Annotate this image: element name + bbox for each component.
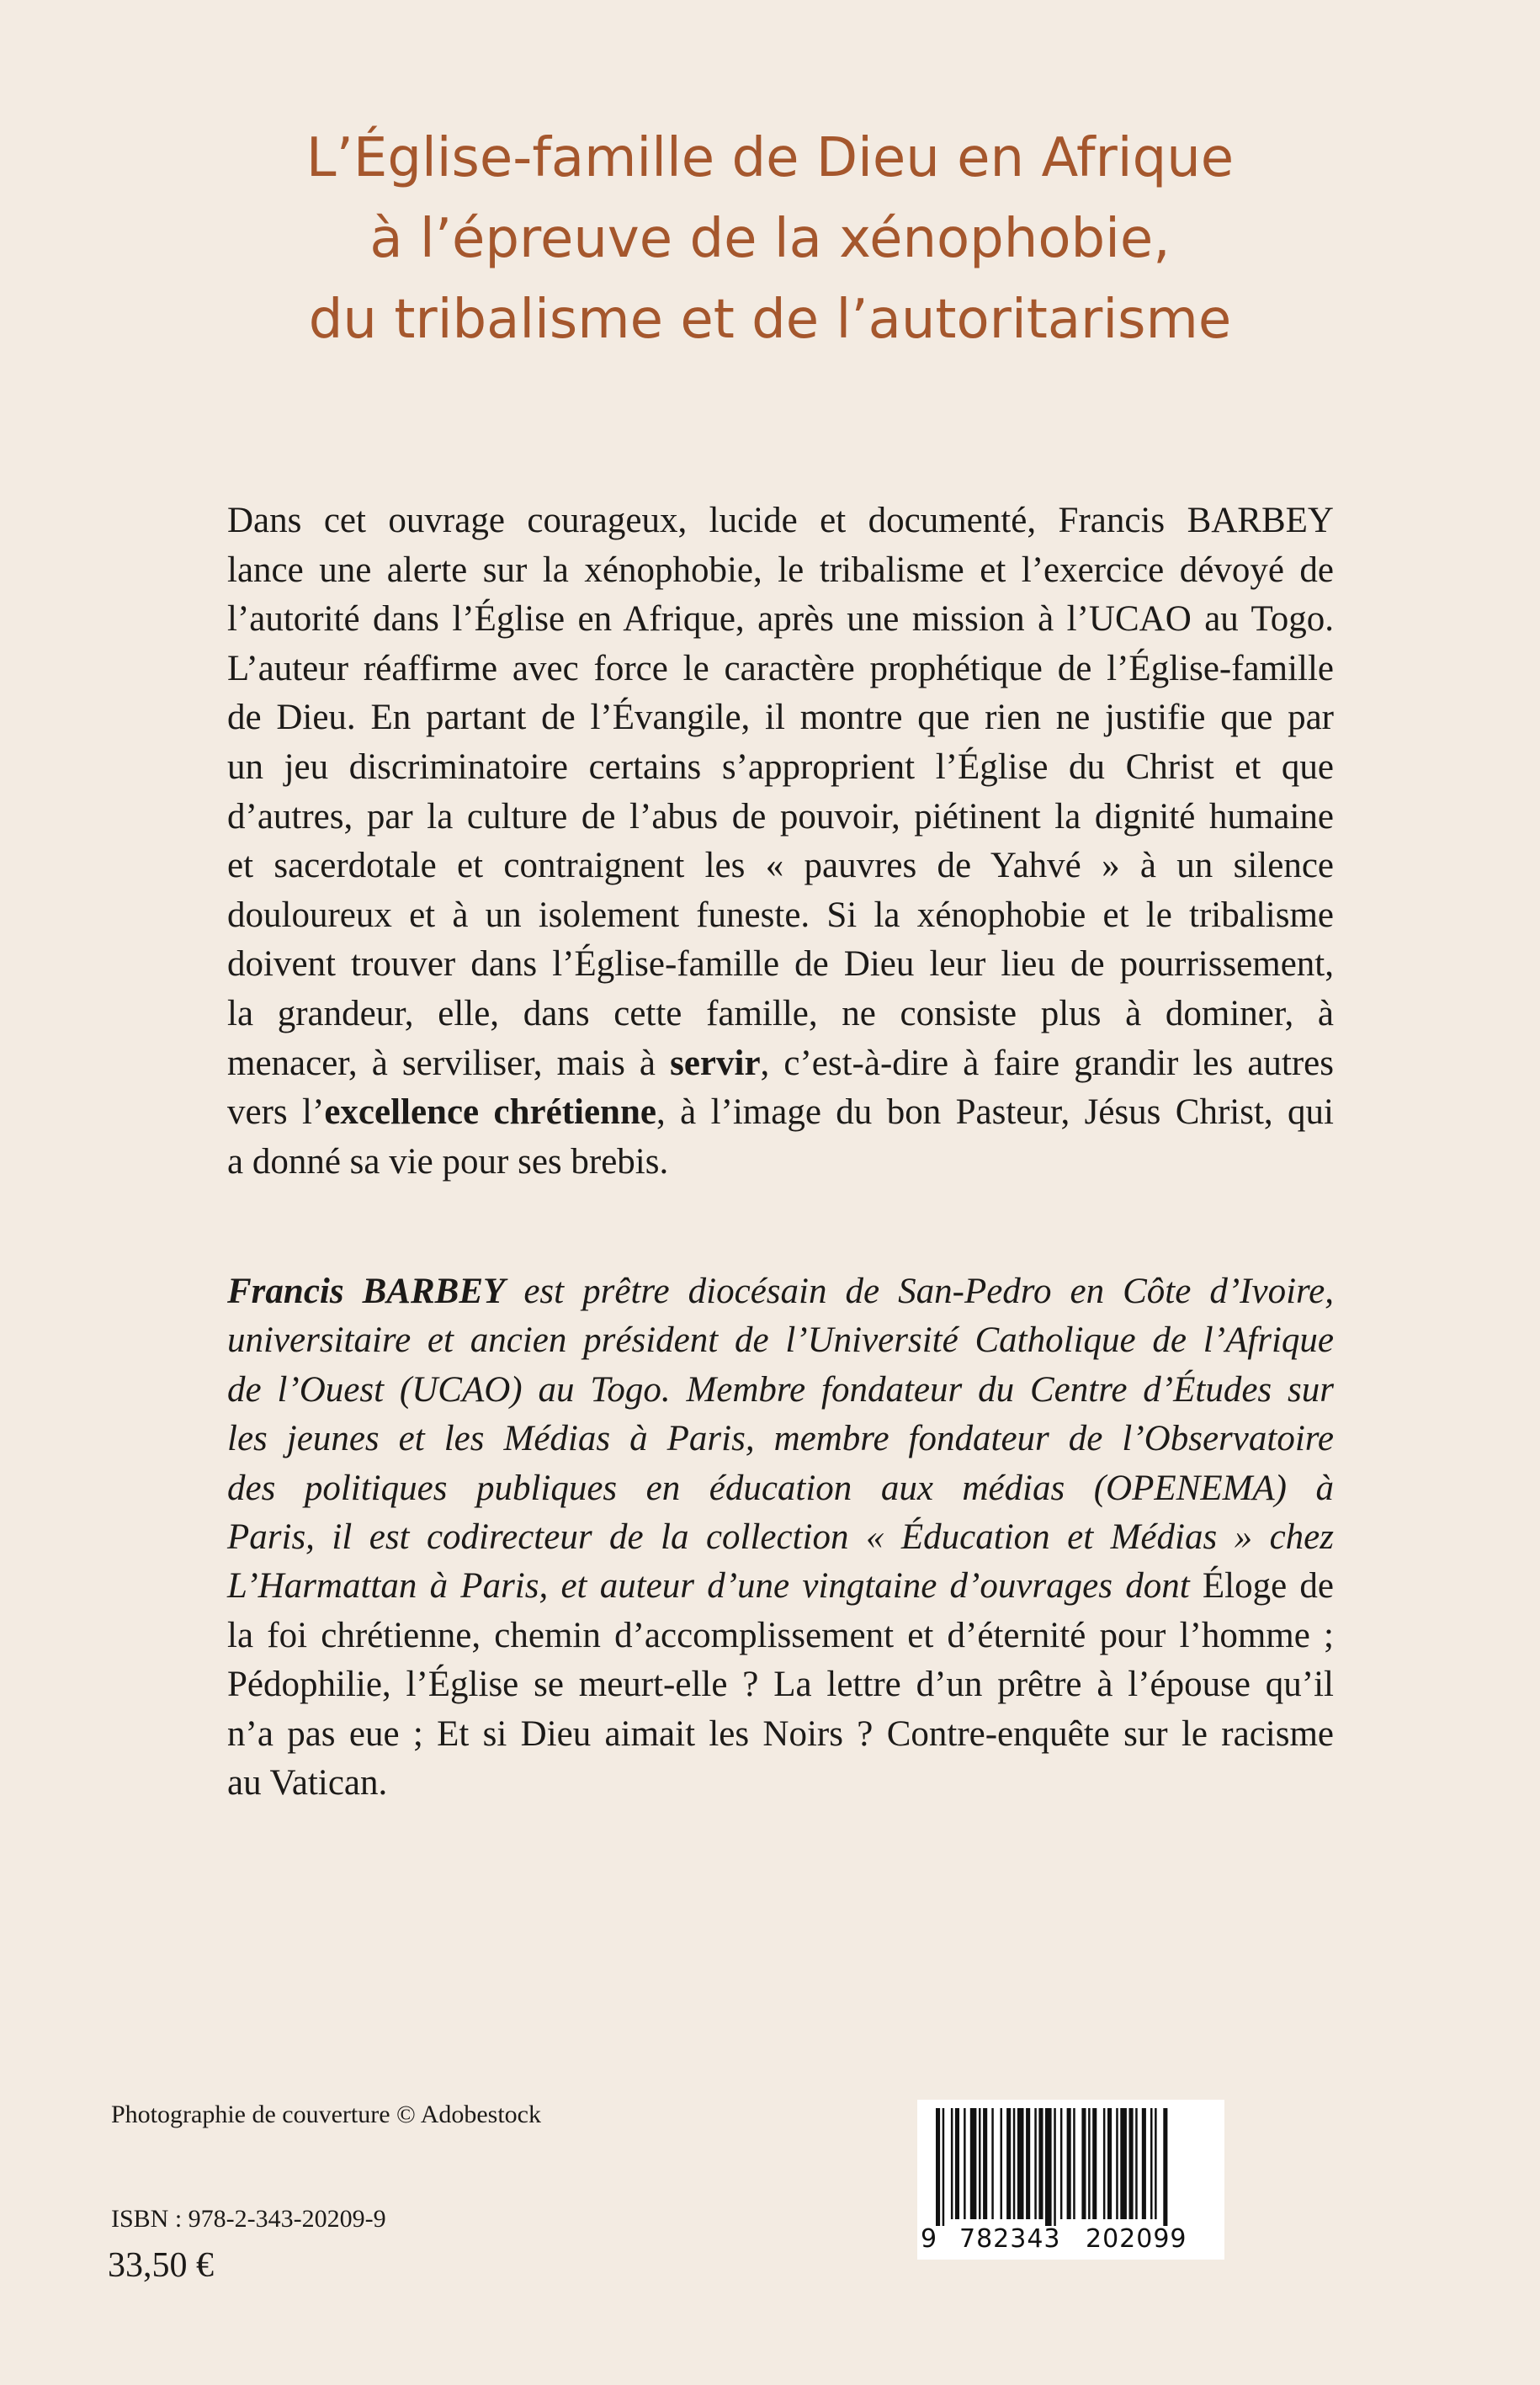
bio-line: Paris, il est codirecteur de la collection « Éducation et Médias » chez (227, 1517, 1334, 1558)
book-list-line: la foi chrétienne, chemin d’accomplissement et d’éternité pour l’homme ; (227, 1615, 1334, 1655)
summary-line-12 (227, 1039, 1334, 1089)
barcode-bar (1054, 2108, 1056, 2226)
barcode-bar (1060, 2108, 1063, 2219)
photo-credit: Photographie de couverture © Adobestock (111, 2101, 541, 2128)
summary-line: doivent trouver dans l’Église-famille de Dieu leur lieu de pourrissement, (227, 944, 1334, 985)
summary-line: l’autorité dans l’Église en Afrique, après une mission à l’UCAO au Togo. (227, 599, 1334, 640)
barcode-bar (1150, 2108, 1153, 2219)
summary-line: L’auteur réaffirme avec force le caractère prophétique de l’Église-famille (227, 648, 1334, 688)
barcode-bar (1067, 2108, 1071, 2219)
barcode-bar (1120, 2108, 1127, 2219)
barcode-bar (970, 2108, 977, 2219)
barcode-bar (1135, 2108, 1138, 2219)
bio-line: les jeunes et les Médias à Paris, membre fondateur de l’Observatoire (227, 1419, 1334, 1459)
barcode-bar (1045, 2108, 1052, 2226)
bio-text: est prêtre diocésain de San-Pedro en Côte d’Ivoire, (505, 1272, 1334, 1311)
summary-line: lance une alerte sur la xénophobie, le tribalisme et l’exercice dévoyé de (227, 550, 1334, 590)
barcode-bar (1107, 2108, 1112, 2219)
barcode-bar (1088, 2108, 1091, 2219)
summary-line: Dans cet ouvrage courageux, lucide et documenté, Francis BARBEY (227, 501, 1334, 540)
title-line-2: à l’épreuve de la xénophobie, (369, 208, 1171, 270)
barcode-digits-right: 202099 (1086, 2224, 1187, 2254)
summary-line: a donné sa vie pour ses brebis. (227, 1141, 669, 1182)
summary-line: douloureux et à un isolement funeste. Si la xénophobie et le tribalisme (227, 895, 1334, 935)
barcode (917, 2100, 1224, 2260)
barcode-bar (991, 2108, 994, 2219)
bio-line-7 (227, 1562, 1334, 1611)
barcode-bar (1017, 2108, 1024, 2219)
book-title (101, 118, 1439, 360)
barcode-digit-first: 9 (921, 2224, 938, 2254)
barcode-bar (955, 2108, 959, 2219)
barcode-bar (1081, 2108, 1086, 2219)
barcode-bar (1155, 2108, 1157, 2219)
barcode-digits-left: 782343 (959, 2224, 1061, 2254)
book-list-line: au Vatican. (227, 1763, 388, 1803)
summary-text: menacer, à serviliser, mais à (227, 1043, 671, 1083)
summary-line-13 (227, 1088, 1334, 1138)
barcode-bar (1038, 2108, 1043, 2219)
book-list-line: Pédophilie, l’Église se meurt-elle ? La lettre d’un prêtre à l’épouse qu’il (227, 1665, 1334, 1705)
barcode-bar (1129, 2108, 1134, 2219)
barcode-bar (1163, 2108, 1167, 2226)
barcode-bar (1013, 2108, 1016, 2219)
bio-line: universitaire et ancien président de l’Université Catholique de l’Afrique (227, 1320, 1334, 1361)
title-line-3: du tribalisme et de l’autoritarisme (308, 289, 1232, 351)
barcode-bar (1103, 2108, 1106, 2219)
summary-line: et sacerdotale et contraignent les « pauvres de Yahvé » à un silence (227, 846, 1334, 886)
summary-text: vers l’ (227, 1092, 325, 1133)
isbn: ISBN : 978-2-343-20209-9 (111, 2205, 386, 2233)
summary-line: la grandeur, elle, dans cette famille, ne consiste plus à dominer, à (227, 993, 1334, 1033)
bio-line: de l’Ouest (UCAO) au Togo. Membre fondateur du Centre d’Études sur (227, 1369, 1334, 1410)
book-list-text: Éloge de (1189, 1566, 1334, 1607)
summary-text: , c’est-à-dire à faire grandir les autres (760, 1043, 1334, 1083)
emphasis-excellence: excellence chrétienne (324, 1092, 656, 1133)
author-bio (227, 1267, 1334, 1808)
barcode-bar (1092, 2108, 1097, 2219)
summary-line: de Dieu. En partant de l’Évangile, il montre que rien ne justifie que par (227, 698, 1334, 738)
barcode-bar (1034, 2108, 1037, 2219)
book-summary (227, 497, 1334, 1187)
author-name: Francis BARBEY (227, 1272, 506, 1311)
summary-text: , à l’image du bon Pasteur, Jésus Christ, qui (656, 1092, 1334, 1133)
bio-text: L’Harmattan à Paris, et auteur d’une vingtaine d’ouvrages dont (227, 1566, 1190, 1607)
title-line-1: L’Église-famille de Dieu en Afrique (305, 127, 1235, 189)
emphasis-servir: servir (670, 1043, 761, 1083)
barcode-bar (1026, 2108, 1030, 2219)
price: 33,50 € (108, 2246, 214, 2285)
bio-line: des politiques publiques en éducation aux médias (OPENEMA) à (227, 1468, 1334, 1508)
book-list-line: n’a pas eue ; Et si Dieu aimait les Noirs ? Contre-enquête sur le racisme (227, 1713, 1334, 1754)
barcode-bar (936, 2108, 940, 2226)
barcode-bar (951, 2108, 953, 2219)
barcode-bar (1142, 2108, 1146, 2219)
barcode-bar (943, 2108, 945, 2226)
bio-line-1 (227, 1267, 1334, 1316)
barcode-bar (1073, 2108, 1075, 2219)
barcode-bar (979, 2108, 981, 2219)
barcode-bar (1006, 2108, 1011, 2219)
summary-line: un jeu discriminatoire certains s’approprient l’Église du Christ et que (227, 746, 1334, 787)
barcode-bar (983, 2108, 987, 2219)
barcode-bar (1116, 2108, 1118, 2219)
barcode-bar (964, 2108, 966, 2219)
summary-line: d’autres, par la culture de l’abus de pouvoir, piétinent la dignité humaine (227, 796, 1334, 837)
barcode-bar (1001, 2108, 1003, 2219)
